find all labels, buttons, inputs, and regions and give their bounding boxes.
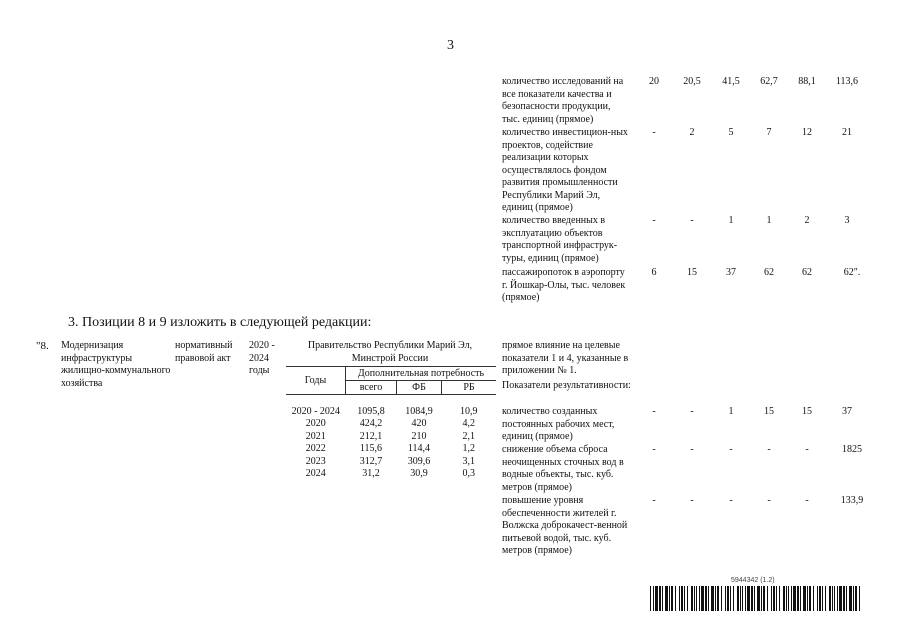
fin-header-need: Дополнительная потребность — [346, 367, 497, 381]
barcode-bar — [773, 586, 775, 611]
barcode-bar — [791, 586, 792, 611]
barcode-bar — [855, 586, 857, 611]
fin-rb: 4,2 — [462, 418, 475, 430]
position-name: Модернизация инфраструктуры жилищно-коммунального хозяйства — [61, 340, 171, 389]
fin-rb: 0,3 — [462, 468, 475, 480]
barcode-bar — [725, 586, 726, 611]
fin-total: 1095,8 — [357, 405, 385, 417]
fin-header-fb: ФБ — [397, 381, 442, 395]
value-cell: 15 — [687, 267, 697, 278]
barcode-bar — [715, 586, 716, 611]
value-cell: - — [805, 495, 809, 506]
fin-year: 2022 — [305, 443, 326, 455]
fin-total: 312,7 — [359, 455, 383, 467]
value-cell: - — [805, 444, 809, 455]
barcode-bar — [832, 586, 833, 611]
position-period: 2020 - 2024 годы — [249, 340, 275, 376]
value-cell: 62". — [843, 267, 861, 278]
barcode-bar — [767, 586, 768, 611]
value-cell: 133,9 — [840, 495, 864, 506]
barcode-bar — [783, 586, 785, 611]
barcode-bar — [839, 586, 842, 611]
value-cell: 37 — [726, 267, 736, 278]
barcode-bar — [727, 586, 729, 611]
value-cell: 88,1 — [798, 76, 816, 87]
fin-year: 2020 - 2024 — [291, 405, 340, 417]
barcode-bar — [653, 586, 654, 611]
barcode-bar — [699, 586, 700, 611]
barcode-bar — [803, 586, 806, 611]
row-label-transport: количество введенных в эксплуатацию объектов транспортной инфраструк-туры, единиц (прямое) — [502, 215, 618, 264]
barcode-bar — [859, 586, 860, 611]
barcode-bar — [825, 586, 826, 611]
section-heading: 3. Позиции 8 и 9 изложить в следующей редакции: — [68, 315, 372, 330]
barcode-bar — [853, 586, 854, 611]
value-cell: 1825 — [842, 444, 862, 455]
value-cell: 21 — [842, 127, 852, 138]
value-cell: 2 — [804, 215, 810, 226]
barcode-bar — [817, 586, 818, 611]
barcode-bar — [843, 586, 845, 611]
barcode-bar — [721, 586, 722, 611]
fin-year: 2021 — [305, 430, 326, 442]
fin-rb: 1,2 — [462, 443, 475, 455]
barcode-bar — [669, 586, 670, 611]
indicators-title: Показатели результативности: — [502, 380, 631, 391]
value-cell: 12 — [802, 127, 812, 138]
barcode-text: 5944342 (1.2) — [731, 577, 775, 584]
value-cell: - — [690, 444, 694, 455]
value-cell: 15 — [764, 406, 774, 417]
row-label-airport: пассажиропоток в аэропорту г. Йошкар-Олы, тыс. человек (прямое) — [502, 267, 626, 303]
position-basis: нормативный правовой акт — [175, 340, 233, 364]
value-cell: - — [652, 444, 656, 455]
barcode-bar — [687, 586, 688, 611]
value-cell: - — [652, 215, 656, 226]
fin-rb: 10,9 — [460, 405, 478, 417]
value-cell: - — [652, 127, 656, 138]
fin-rb: 3,1 — [462, 455, 475, 467]
barcode-bar — [849, 586, 852, 611]
barcode-bar — [694, 586, 695, 611]
fin-fb: 420 — [411, 418, 427, 430]
value-cell: - — [729, 444, 733, 455]
barcode-bar — [737, 586, 739, 611]
barcode-bar — [701, 586, 704, 611]
barcode-bar — [822, 586, 823, 611]
barcode-bar — [681, 586, 683, 611]
value-cell: 5 — [728, 127, 734, 138]
position-executor: Правительство Республики Марий Эл, Минстрой России — [307, 340, 473, 364]
fin-year: 2020 — [305, 418, 326, 430]
barcode-bar — [763, 586, 765, 611]
barcode-bar — [711, 586, 714, 611]
fin-fb: 210 — [411, 430, 427, 442]
fin-header-total: всего — [346, 381, 397, 395]
barcode-bar — [819, 586, 821, 611]
fin-year: 2023 — [305, 455, 326, 467]
barcode — [650, 586, 862, 611]
value-cell: 62 — [764, 267, 774, 278]
value-cell: 15 — [802, 406, 812, 417]
fin-fb: 30,9 — [410, 468, 428, 480]
barcode-bar — [779, 586, 780, 611]
barcode-bar — [742, 586, 743, 611]
fin-year: 2024 — [305, 468, 326, 480]
fin-fb: 309,6 — [407, 455, 431, 467]
value-cell: 6 — [651, 267, 657, 278]
value-cell: 37 — [842, 406, 852, 417]
barcode-bar — [788, 586, 789, 611]
barcode-bar — [807, 586, 808, 611]
value-cell: 20,5 — [683, 76, 701, 87]
page-number: 3 — [447, 38, 454, 53]
impact-text: прямое влияние на целевые показатели 1 и 4, указанные в приложении № 1. — [502, 340, 629, 376]
barcode-bar — [757, 586, 760, 611]
value-cell: - — [690, 406, 694, 417]
barcode-bar — [671, 586, 673, 611]
value-cell: - — [767, 495, 771, 506]
barcode-bar — [797, 586, 799, 611]
barcode-bar — [846, 586, 847, 611]
barcode-bar — [776, 586, 777, 611]
indicator-label-wastewater: снижение объема сброса неочищенных сточных вод в водные объекты, тыс. куб. метров (прямое) — [502, 444, 624, 493]
barcode-bar — [800, 586, 801, 611]
indicator-label-jobs: количество созданных постоянных рабочих мест, единиц (прямое) — [502, 406, 615, 442]
indicator-label-water: повышение уровня обеспеченности жителей г. Волжска доброкачест-венной питьевой водой, тыс. куб. метров (прямое) — [502, 495, 628, 556]
row-label-investment: количество инвестицион-ных проектов, содействие реализации которых осуществлялось фондом развития промышленности Республики Марий Эл, единиц (прямое) — [502, 127, 628, 213]
value-cell: 20 — [649, 76, 659, 87]
barcode-bar — [761, 586, 762, 611]
value-cell: 1 — [728, 406, 734, 417]
value-cell: 62 — [802, 267, 812, 278]
value-cell: - — [652, 406, 656, 417]
barcode-bar — [745, 586, 746, 611]
barcode-bar — [786, 586, 787, 611]
value-cell: - — [690, 215, 694, 226]
value-cell: 41,5 — [722, 76, 740, 87]
fin-total: 212,1 — [359, 430, 383, 442]
financing-table — [286, 366, 496, 480]
barcode-bar — [675, 586, 676, 611]
barcode-bar — [679, 586, 680, 611]
value-cell: - — [690, 495, 694, 506]
fin-fb: 1084,9 — [405, 405, 433, 417]
fin-fb: 114,4 — [407, 443, 431, 455]
barcode-bar — [813, 586, 814, 611]
barcode-bar — [696, 586, 697, 611]
fin-header-rb: РБ — [442, 381, 497, 395]
fin-total: 115,6 — [359, 443, 383, 455]
value-cell: 7 — [766, 127, 772, 138]
barcode-bar — [834, 586, 835, 611]
barcode-bar — [650, 586, 651, 611]
barcode-bar — [659, 586, 661, 611]
barcode-bar — [717, 586, 719, 611]
row-label-research: количество исследований на все показатели качества и безопасности продукции, тыс. единиц (прямое) — [502, 76, 624, 125]
barcode-bar — [665, 586, 668, 611]
barcode-bar — [655, 586, 658, 611]
value-cell: 3 — [844, 215, 850, 226]
barcode-bar — [771, 586, 772, 611]
barcode-bar — [733, 586, 734, 611]
barcode-bar — [705, 586, 707, 611]
value-cell: - — [652, 495, 656, 506]
barcode-bar — [793, 586, 796, 611]
barcode-bar — [837, 586, 838, 611]
fin-total: 31,2 — [362, 468, 380, 480]
barcode-bar — [662, 586, 663, 611]
value-cell: 1 — [766, 215, 772, 226]
fin-header-years: Годы — [286, 367, 346, 395]
barcode-bar — [730, 586, 731, 611]
barcode-bar — [740, 586, 741, 611]
barcode-bar — [684, 586, 685, 611]
fin-rb: 2,1 — [462, 430, 475, 442]
barcode-bar — [809, 586, 811, 611]
barcode-bar — [691, 586, 693, 611]
barcode-bar — [747, 586, 750, 611]
barcode-bar — [754, 586, 755, 611]
barcode-bar — [751, 586, 753, 611]
value-cell: 1 — [728, 215, 734, 226]
value-cell: - — [767, 444, 771, 455]
barcode-bar — [708, 586, 709, 611]
barcode-bar — [829, 586, 831, 611]
value-cell: 113,6 — [835, 76, 859, 87]
value-cell: 2 — [689, 127, 695, 138]
value-cell: - — [729, 495, 733, 506]
fin-total: 424,2 — [359, 418, 383, 430]
position-marker: "8. — [36, 340, 49, 352]
value-cell: 62,7 — [760, 76, 778, 87]
